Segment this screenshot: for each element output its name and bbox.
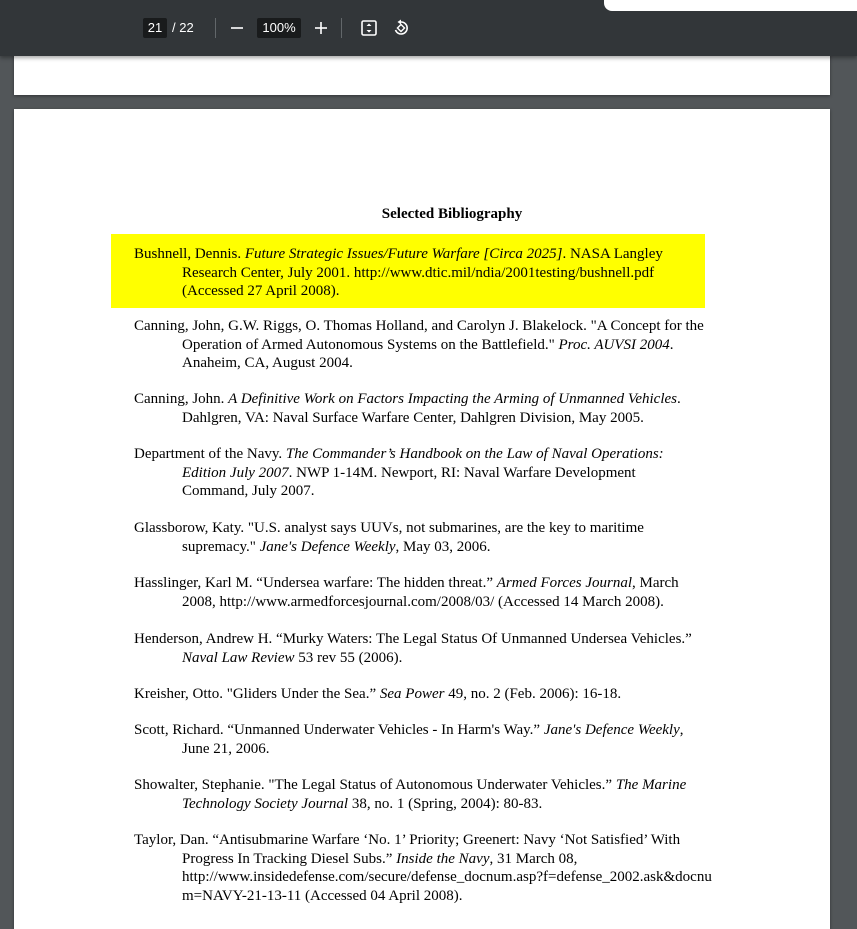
bibliography-entry: Canning, John. A Definitive Work on Factors Impacting the Arming of Unmanned Vehicles. Dahlgren, VA: Naval Surface Warfare Center, Dahlgren Division, May 2005. xyxy=(134,391,681,426)
bibliography-entry: Henderson, Andrew H. “Murky Waters: The Legal Status Of Unmanned Undersea Vehicles.” Naval Law Review 53 rev 55 (2006). xyxy=(134,631,692,666)
toolbar-divider xyxy=(215,18,216,38)
rotate-icon xyxy=(392,19,410,37)
bibliography-entry: Bushnell, Dennis. Future Strategic Issues/Future Warfare [Circa 2025]. NASA Langley Research Center, July 2001. http://www.dtic.mil/ndia/2001testing/bushnell.pdf (Accessed 27 April 2008). xyxy=(134,246,663,299)
bibliography-entry: Kreisher, Otto. "Gliders Under the Sea.” Sea Power 49, no. 2 (Feb. 2006): 16-18. xyxy=(134,686,622,702)
bibliography-entry: Canning, John, G.W. Riggs, O. Thomas Holland, and Carolyn J. Blakelock. "A Concept for the Operation of Armed Autonomous Systems on the Battlefield." Proc. AUVSI 2004. Anaheim, CA, August 2004. xyxy=(134,318,704,371)
bibliography-entry: Department of the Navy. The Commander’s Handbook on the Law of Naval Operations: Edition July 2007. NWP 1-14M. Newport, RI: Naval Warfare Development Command, July 2007. xyxy=(134,446,664,499)
bibliography-entry: Scott, Richard. “Unmanned Underwater Vehicles - In Harm's Way.” Jane's Defence Weekly, June 21, 2006. xyxy=(134,722,684,757)
rotate-button[interactable] xyxy=(388,15,414,41)
page-number-input[interactable]: 21 xyxy=(143,18,167,38)
zoom-level-input[interactable]: 100% xyxy=(257,18,301,38)
page-total: / 22 xyxy=(172,20,194,35)
fit-page-button[interactable] xyxy=(356,15,382,41)
zoom-in-button[interactable] xyxy=(308,15,334,41)
bibliography-entry: Taylor, Dan. “Antisubmarine Warfare ‘No. 1’ Priority; Greenert: Navy ‘Not Satisfied’ With Progress In Tracking Diesel Subs.” Inside the Navy, 31 March 08, http://www.insidedefense.com/secure/defense_docnum.asp?f=defense_2002.ask&docnu m=NAVY-21-13-11 (Accessed 04 April 2008). xyxy=(134,832,712,904)
top-panel-edge xyxy=(604,0,857,11)
pdf-toolbar xyxy=(0,0,857,56)
zoom-out-icon xyxy=(230,21,244,35)
toolbar-divider xyxy=(341,18,342,38)
bibliography-entry: Glassborow, Katy. "U.S. analyst says UUVs, not submarines, are the key to maritime supremacy." Jane's Defence Weekly, May 03, 2006. xyxy=(134,520,644,555)
bibliography-entry: Showalter, Stephanie. "The Legal Status of Autonomous Underwater Vehicles.” The Marine Technology Society Journal 38, no. 1 (Spring, 2004): 80-83. xyxy=(134,777,687,812)
pdf-page xyxy=(14,109,830,929)
zoom-in-icon xyxy=(314,21,328,35)
page-title: Selected Bibliography xyxy=(381,206,523,222)
bibliography-entry: Hasslinger, Karl M. “Undersea warfare: The hidden threat.” Armed Forces Journal, March 2008, http://www.armedforcesjournal.com/2008/03/ (Accessed 14 March 2008). xyxy=(134,575,679,610)
fit-page-icon xyxy=(360,19,378,37)
zoom-out-button[interactable] xyxy=(224,15,250,41)
